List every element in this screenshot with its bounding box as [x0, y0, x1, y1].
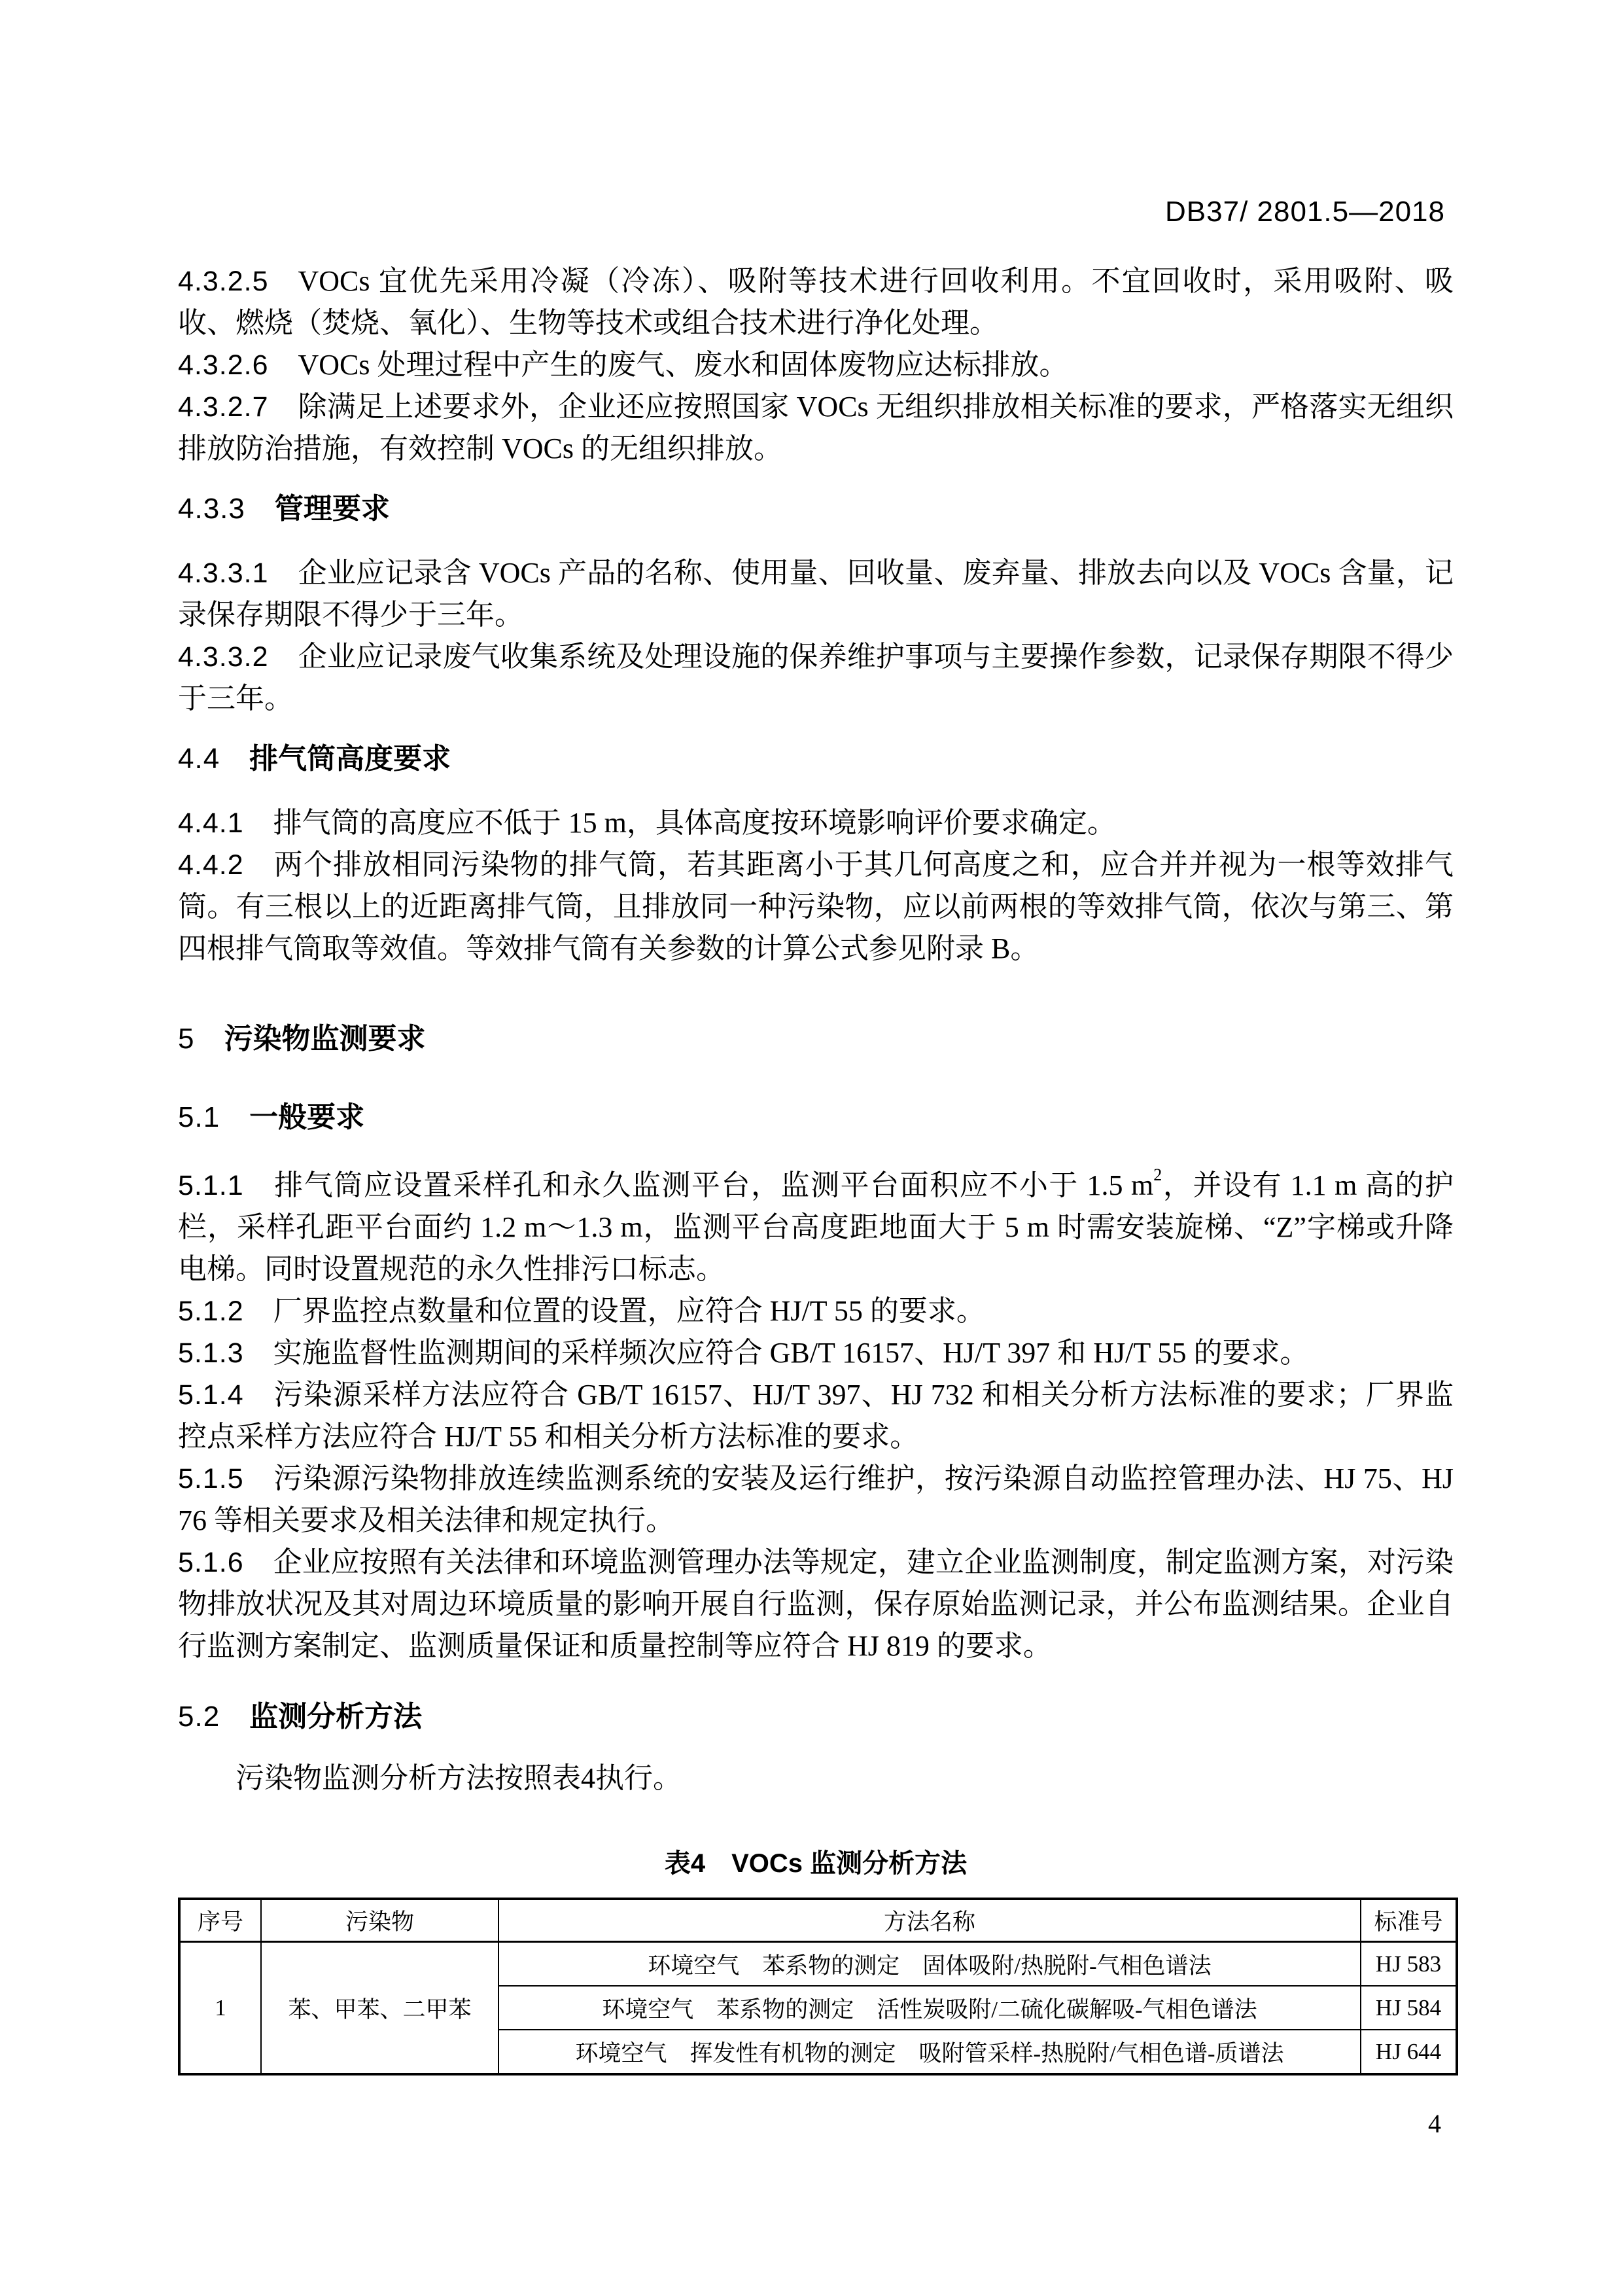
doc-header: [1165, 195, 1445, 229]
clause-text: 企业应记录含 VOCs 产品的名称、使用量、回收量、废弃量、排放去向以及 VOCs 含量，记录保存期限不得少于三年。: [178, 557, 1454, 631]
cell-standard-no: HJ 644: [1361, 2030, 1457, 2074]
col-header-method-name: 方法名称: [498, 1899, 1361, 1942]
clause-number: 4.3.3.1: [178, 557, 269, 589]
heading-title: 一般要求: [249, 1101, 365, 1133]
heading-5-2: [178, 1696, 1454, 1738]
clause-text: 厂界监控点数量和位置的设置，应符合 HJ/T 55 的要求。: [273, 1295, 985, 1327]
clause-text: 实施监督性监测期间的采样频次应符合 GB/T 16157、HJ/T 397 和 HJ/T 55 的要求。: [273, 1337, 1309, 1369]
heading-4-3-3: [178, 488, 1454, 530]
cell-method-name: 环境空气 苯系物的测定 活性炭吸附/二硫化碳解吸-气相色谱法: [498, 1986, 1361, 2030]
heading-5: [178, 1018, 1454, 1060]
clause-number: 4.3.2.7: [178, 391, 269, 423]
clause-4-3-3-2: [178, 636, 1454, 720]
cell-standard-no: HJ 583: [1361, 1942, 1457, 1987]
heading-title: 管理要求: [274, 493, 390, 525]
clause-4-3-2-5: [178, 260, 1454, 344]
page-number: 4: [1428, 2109, 1441, 2138]
clause-text: 企业应按照有关法律和环境监测管理办法等规定，建立企业监测制度，制定监测方案，对污染物排放状况及其对周边环境质量的影响开展自行监测，保存原始监测记录，并公布监测结果。企业自行监测方案制定、监测质量保证和质量控制等应符合 HJ 819 的要求。: [178, 1546, 1454, 1662]
clause-text: 除满足上述要求外，企业还应按照国家 VOCs 无组织排放相关标准的要求，严格落实无组织排放防治措施，有效控制 VOCs 的无组织排放。: [178, 391, 1454, 465]
clause-text: 排气筒的高度应不低于 15 m，具体高度按环境影响评价要求确定。: [273, 807, 1116, 839]
clause-5-1-3: [178, 1332, 1454, 1374]
heading-number: 4.3.3: [178, 493, 245, 525]
clause-text: VOCs 宜优先采用冷凝（冷冻）、吸附等技术进行回收利用。不宜回收时，采用吸附、吸收、燃烧（焚烧、氧化）、生物等技术或组合技术进行净化处理。: [178, 265, 1454, 339]
cell-method-name: 环境空气 挥发性有机物的测定 吸附管采样-热脱附/气相色谱-质谱法: [498, 2030, 1361, 2074]
cell-pollutant: 苯、甲苯、二甲苯: [261, 1942, 498, 2075]
clause-text: VOCs 处理过程中产生的废气、废水和固体废物应达标排放。: [298, 349, 1068, 381]
clause-5-1-5: [178, 1458, 1454, 1542]
clause-text: 两个排放相同污染物的排气筒，若其距离小于其几何高度之和，应合并并视为一根等效排气筒。有三根以上的近距离排气筒，且排放同一种污染物，应以前两根的等效排气筒，依次与第三、第四根排气筒取等效值。等效排气筒有关参数的计算公式参见附录 B。: [178, 849, 1454, 964]
clause-text: 污染源污染物排放连续监测系统的安装及运行维护，按污染源自动监控管理办法、HJ 75、HJ 76 等相关要求及相关法律和规定执行。: [178, 1462, 1454, 1536]
clause-number: 5.1.1: [178, 1170, 244, 1201]
heading-5-1: [178, 1097, 1454, 1139]
clause-number: 5.1.5: [178, 1463, 244, 1494]
clause-text: 排气筒应设置采样孔和永久监测平台，监测平台面积应不小于 1.5 m: [273, 1169, 1154, 1201]
clause-4-4-1: [178, 802, 1454, 844]
cell-method-name: 环境空气 苯系物的测定 固体吸附/热脱附-气相色谱法: [498, 1942, 1361, 1987]
clause-4-3-2-7: [178, 386, 1454, 470]
clause-number: 5.1.2: [178, 1296, 244, 1327]
voc-monitoring-methods-table: [178, 1898, 1458, 2075]
clause-5-1-4: [178, 1374, 1454, 1458]
table-header-row: [179, 1899, 1457, 1942]
col-header-pollutant: 污染物: [261, 1899, 498, 1942]
clause-5-1-1: [178, 1165, 1454, 1290]
clause-number: 4.4.2: [178, 849, 244, 881]
col-header-standard-no: 标准号: [1361, 1899, 1457, 1942]
table-intro-text: 污染物监测分析方法按照表4执行。: [236, 1762, 682, 1794]
clause-4-3-3-1: [178, 552, 1454, 636]
clause-5-1-6: [178, 1542, 1454, 1667]
clause-number: 5.1.3: [178, 1337, 244, 1369]
col-header-index: 序号: [179, 1899, 261, 1942]
table-row: [179, 1942, 1457, 1987]
standard-number: DB37/ 2801.5—2018: [1165, 196, 1445, 228]
heading-title: 监测分析方法: [249, 1701, 423, 1733]
cell-index: 1: [179, 1942, 261, 2075]
clause-5-1-2: [178, 1290, 1454, 1332]
heading-4-4: [178, 738, 1454, 780]
square-meter-superscript: 2: [1153, 1165, 1162, 1184]
cell-standard-no: HJ 584: [1361, 1986, 1457, 2030]
document-content: [178, 260, 1454, 2075]
heading-title: 污染物监测要求: [224, 1023, 426, 1055]
clause-number: 5.1.4: [178, 1379, 244, 1411]
table-caption: 表4 VOCs 监测分析方法: [664, 1849, 968, 1878]
heading-number: 5: [178, 1023, 195, 1055]
clause-4-3-2-6: [178, 344, 1454, 386]
heading-title: 排气筒高度要求: [249, 743, 451, 775]
clause-text: 企业应记录废气收集系统及处理设施的保养维护事项与主要操作参数，记录保存期限不得少于三年。: [178, 641, 1454, 715]
clause-number: 5.1.6: [178, 1547, 244, 1578]
clause-text: ，并设有 1.1 m 高的护栏，采样孔距平台面约 1.2 m～1.3 m，监测平台高度距地面大于 5 m 时需安装旋梯、“Z”字梯或升降电梯。同时设置规范的永久性排污口标志。: [178, 1169, 1454, 1285]
heading-number: 4.4: [178, 743, 220, 775]
heading-number: 5.1: [178, 1101, 220, 1133]
heading-number: 5.2: [178, 1701, 220, 1733]
clause-text: 污染源采样方法应符合 GB/T 16157、HJ/T 397、HJ 732 和相关分析方法标准的要求；厂界监控点采样方法应符合 HJ/T 55 和相关分析方法标准的要求。: [178, 1379, 1454, 1453]
clause-number: 4.4.1: [178, 807, 244, 839]
clause-number: 4.3.2.6: [178, 349, 269, 381]
clause-number: 4.3.2.5: [178, 266, 269, 297]
clause-number: 4.3.3.2: [178, 641, 269, 673]
clause-4-4-2: [178, 844, 1454, 970]
